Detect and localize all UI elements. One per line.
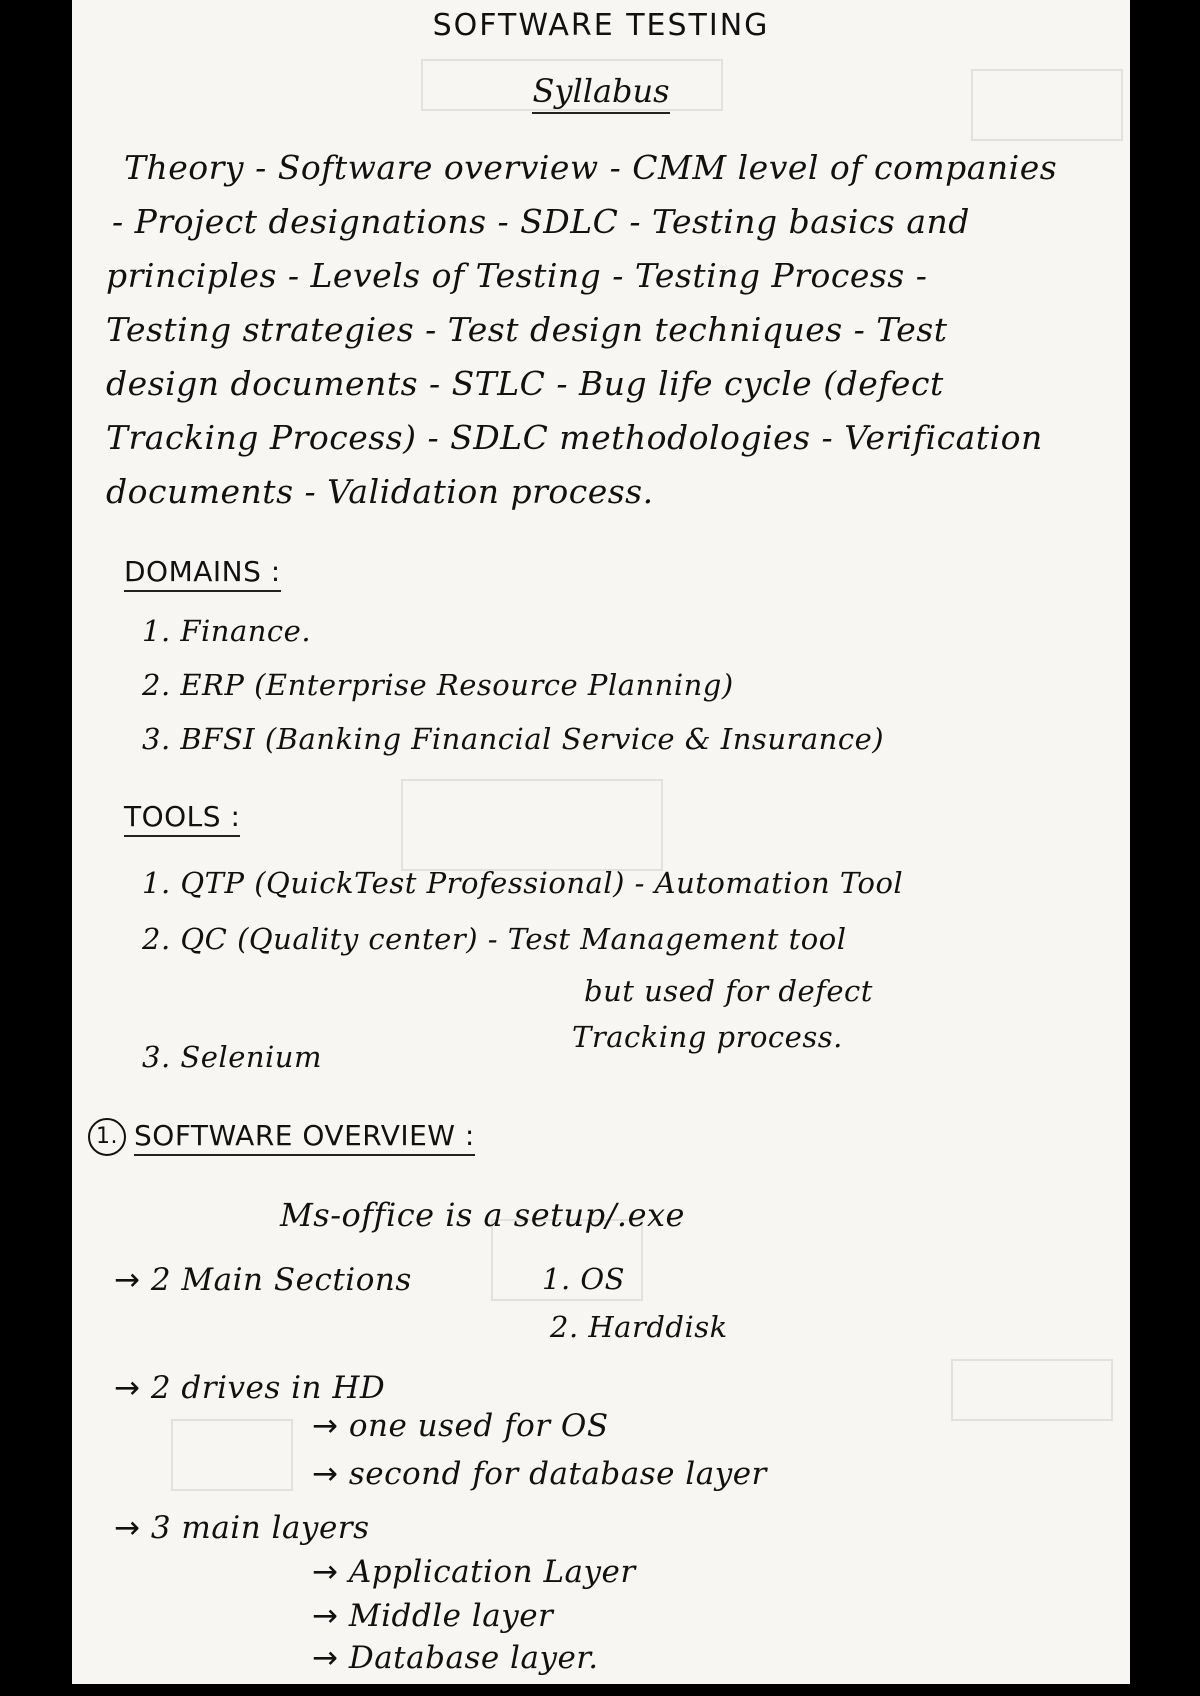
tool-item-note: but used for defect — [584, 974, 873, 1008]
overview-subitem: 2. Harddisk — [550, 1310, 728, 1344]
overview-subbullet — [312, 1456, 767, 1492]
theory-line: principles - Levels of Testing - Testing Process - — [106, 256, 928, 295]
theory-line: Testing strategies - Test design techniques - Test — [106, 310, 948, 349]
domains-heading-text: DOMAINS : — [124, 555, 281, 592]
theory-line: Tracking Process) - SDLC methodologies - Verification — [106, 418, 1043, 457]
theory-line: design documents - STLC - Bug life cycle (defect — [106, 364, 944, 403]
overview-bullet-text: 2 Main Sections — [150, 1262, 412, 1298]
arrow-icon: → — [114, 1262, 141, 1298]
overview-heading — [88, 1118, 475, 1156]
overview-subbullet — [312, 1640, 599, 1676]
overview-subbullet-text: Middle layer — [348, 1598, 554, 1634]
theory-line: documents - Validation process. — [106, 472, 654, 511]
overview-subbullet — [312, 1598, 553, 1634]
overview-bullet — [114, 1262, 412, 1298]
tools-heading — [124, 800, 240, 833]
theory-line: - Project designations - SDLC - Testing basics and — [112, 202, 970, 241]
domain-item: 1. Finance. — [142, 614, 312, 648]
overview-bullet — [114, 1370, 385, 1406]
overview-subbullet-text: Application Layer — [348, 1554, 636, 1590]
arrow-icon: → — [312, 1640, 339, 1676]
subtitle-text: Syllabus — [532, 72, 669, 114]
tool-item: 3. Selenium — [142, 1040, 322, 1074]
overview-heading-text: SOFTWARE OVERVIEW : — [134, 1119, 475, 1156]
arrow-icon: → — [114, 1370, 141, 1406]
overview-subbullet-text: second for database layer — [348, 1456, 767, 1492]
domain-item: 2. ERP (Enterprise Resource Planning) — [142, 668, 734, 702]
arrow-icon: → — [114, 1510, 141, 1546]
notebook-page — [72, 0, 1130, 1684]
overview-bullet-text: 3 main layers — [150, 1510, 370, 1546]
overview-line: Ms-office is a setup/.exe — [280, 1196, 685, 1234]
overview-bullet-text: 2 drives in HD — [150, 1370, 386, 1406]
section-number-badge: 1. — [88, 1118, 126, 1156]
arrow-icon: → — [312, 1598, 339, 1634]
tool-item: 2. QC (Quality center) - Test Management tool — [142, 922, 847, 956]
theory-line: Theory - Software overview - CMM level of companies — [124, 148, 1058, 187]
tool-item: 1. QTP (QuickTest Professional) - Automation Tool — [142, 866, 904, 900]
overview-subbullet-text: Database layer. — [348, 1640, 599, 1676]
overview-subbullet-text: one used for OS — [348, 1408, 609, 1444]
arrow-icon: → — [312, 1554, 339, 1590]
page-title: SOFTWARE TESTING — [432, 8, 770, 43]
arrow-icon: → — [312, 1456, 339, 1492]
overview-subitem: 1. OS — [542, 1262, 626, 1296]
domain-item: 3. BFSI (Banking Financial Service & Insurance) — [142, 722, 885, 756]
overview-subbullet — [312, 1408, 609, 1444]
tool-item-note: Tracking process. — [572, 1020, 843, 1054]
arrow-icon: → — [312, 1408, 339, 1444]
page-subtitle — [72, 72, 1130, 110]
domains-heading — [124, 555, 281, 588]
tools-heading-text: TOOLS : — [124, 800, 240, 837]
overview-subbullet — [312, 1554, 636, 1590]
overview-bullet — [114, 1510, 370, 1546]
